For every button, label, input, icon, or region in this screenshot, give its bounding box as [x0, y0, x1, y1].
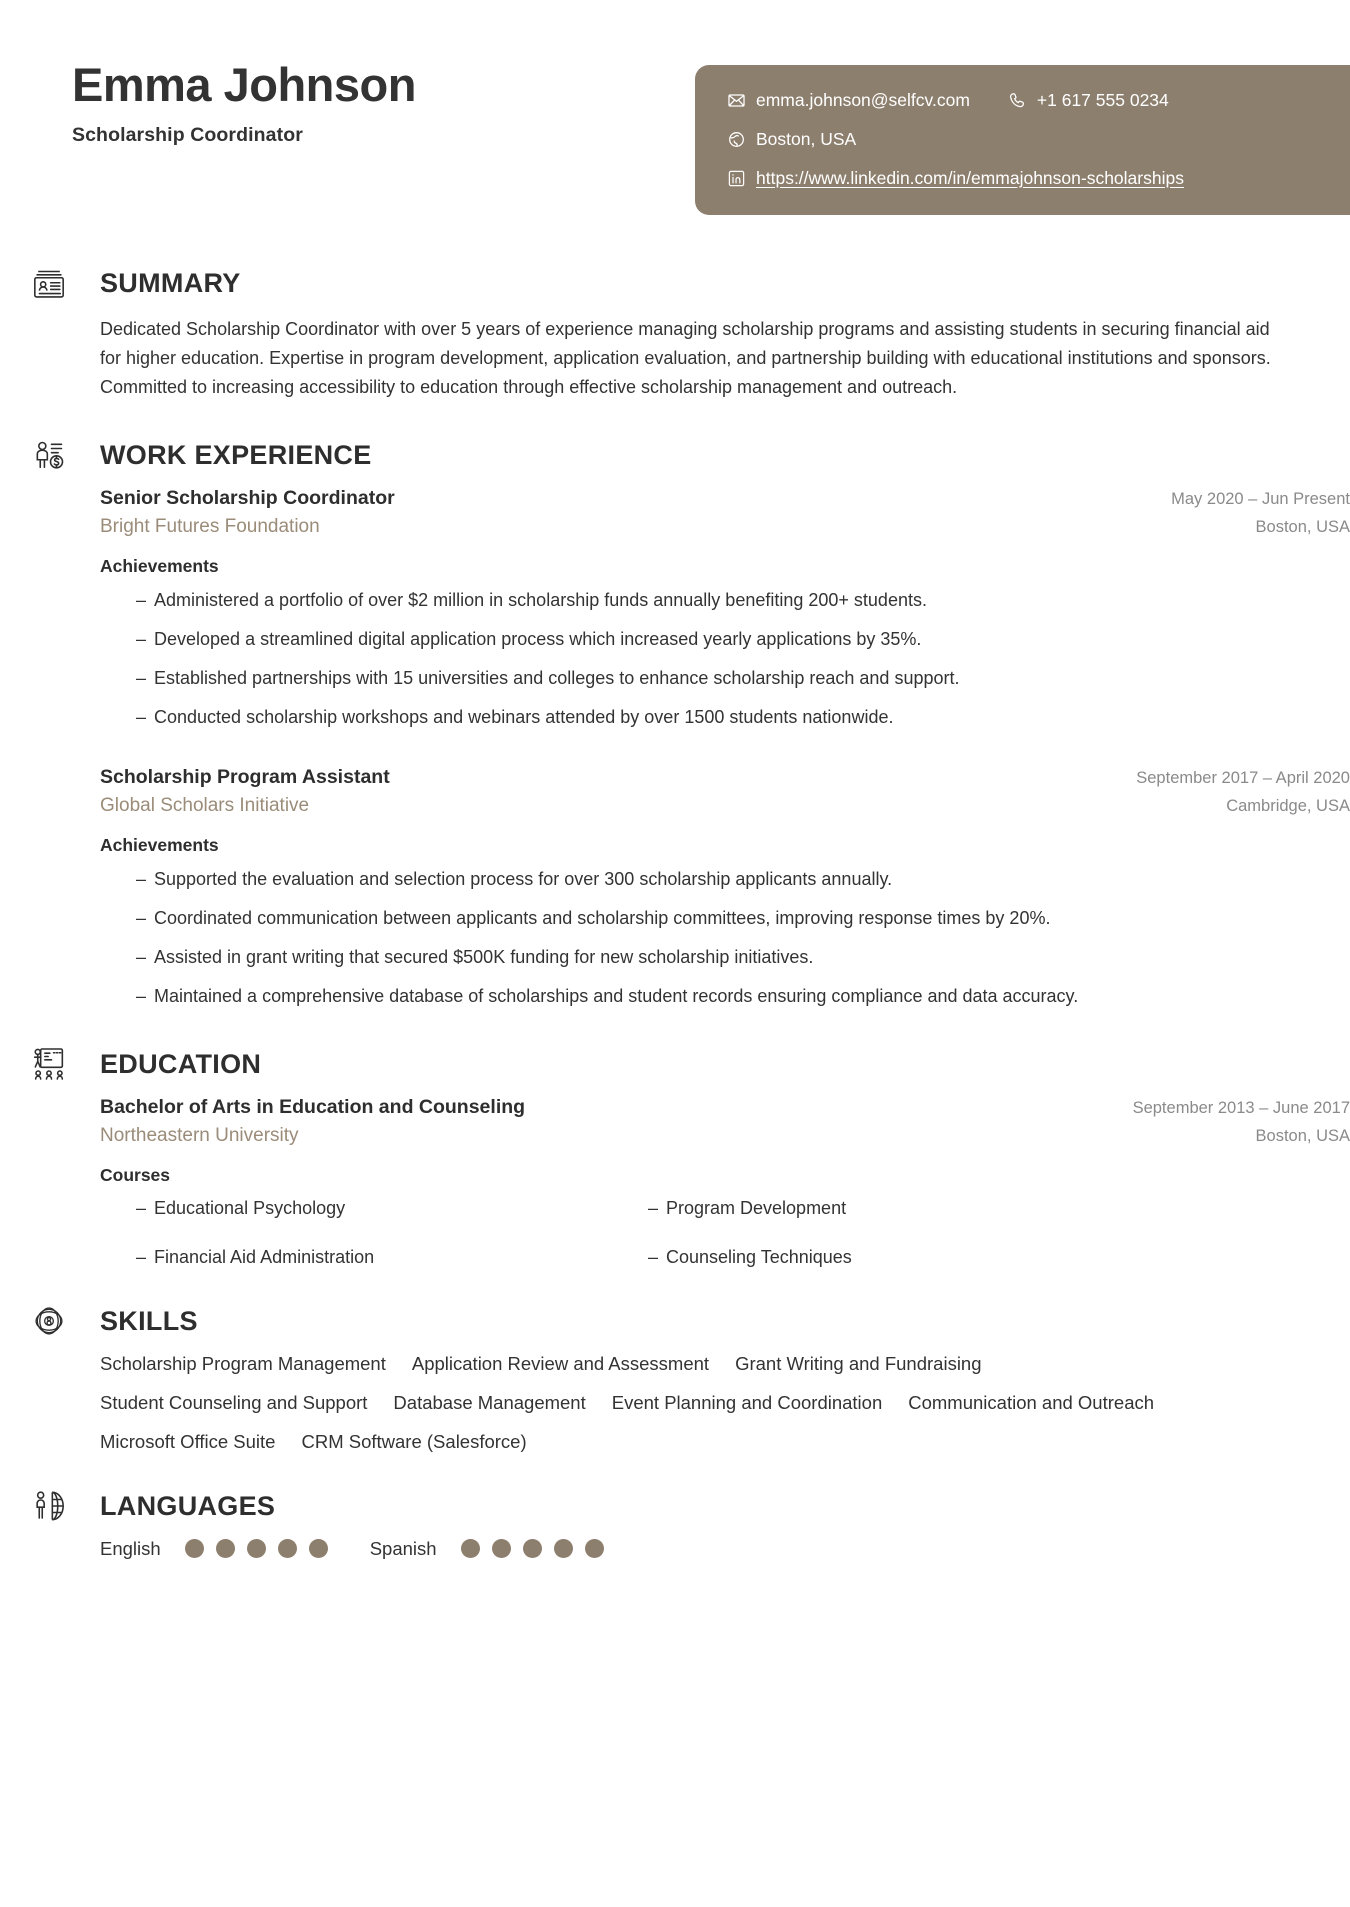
work-entry-title: Senior Scholarship Coordinator	[100, 487, 395, 510]
skill-item: Communication and Outreach	[908, 1391, 1155, 1413]
level-dot	[278, 1539, 297, 1558]
skills-list	[100, 1353, 1230, 1453]
contact-card	[695, 65, 1350, 215]
achievement-item: – Coordinated communication between applicants and scholarship committees, improving response times by 20%.	[136, 905, 1271, 933]
skill-item: Scholarship Program Management	[100, 1352, 386, 1374]
identity-block	[72, 58, 416, 147]
level-dot	[216, 1539, 235, 1558]
person-globe-icon	[28, 1485, 70, 1527]
summary-text: Dedicated Scholarship Coordinator with over 5 years of experience managing scholarship programs and assisting students in securing financial aid for higher education. Expertise in program development, application evaluation, and partnership building with educational institutions and sponsors. Committed to increasing accessibility to education through effective scholarship management and outreach.	[100, 319, 1271, 398]
section-languages-header	[100, 1491, 1350, 1522]
work-entry-top-row	[100, 766, 1350, 789]
work-entry-achievements	[100, 587, 1350, 732]
achievement-item: – Established partnerships with 15 universities and colleges to enhance scholarship reach and support.	[136, 665, 1271, 693]
course-item: – Educational Psychology	[136, 1198, 618, 1219]
skill-item: Grant Writing and Fundraising	[735, 1352, 982, 1374]
work-entry-top-row	[100, 487, 1350, 510]
section-education	[0, 1049, 1350, 1268]
achievement-item: – Administered a portfolio of over $2 million in scholarship funds annually benefiting 200+ students.	[136, 587, 1271, 615]
contact-location	[727, 129, 856, 150]
work-entry	[100, 766, 1350, 1011]
contact-row-location	[727, 129, 1320, 150]
work-entry	[100, 487, 1350, 732]
work-entry-organization: Bright Futures Foundation	[100, 516, 320, 538]
person-salary-icon	[28, 435, 70, 477]
education-entry	[100, 1096, 1350, 1268]
skill-item: CRM Software (Salesforce)	[301, 1430, 527, 1452]
contact-linkedin-text[interactable]: https://www.linkedin.com/in/emmajohnson-scholarships	[756, 168, 1184, 188]
work-entry-dates: September 2017 – April 2020	[1136, 769, 1350, 788]
section-education-title: EDUCATION	[100, 1048, 262, 1079]
work-entry-organization: Global Scholars Initiative	[100, 795, 310, 817]
education-courses-label: Courses	[100, 1164, 171, 1185]
section-work-header	[100, 440, 1350, 471]
section-work-experience	[0, 440, 1350, 1010]
language-name: English	[100, 1537, 161, 1559]
skill-item: Student Counseling and Support	[100, 1391, 368, 1413]
level-dot	[554, 1539, 573, 1558]
skill-item: Event Planning and Coordination	[611, 1391, 883, 1413]
mail-icon	[727, 91, 746, 110]
language-item	[100, 1538, 328, 1560]
classroom-icon	[28, 1043, 70, 1085]
language-name: Spanish	[369, 1537, 437, 1559]
achievement-item: – Assisted in grant writing that secured $500K funding for new scholarship initiatives.	[136, 944, 1271, 972]
level-dot	[185, 1539, 204, 1558]
achievement-item: – Developed a streamlined digital application process which increased yearly applications by 35%.	[136, 626, 1271, 654]
work-entry-title: Scholarship Program Assistant	[100, 766, 390, 789]
education-entry-top-row	[100, 1096, 1350, 1119]
section-skills-title: SKILLS	[100, 1305, 198, 1336]
brain-network-icon	[28, 1300, 70, 1342]
education-entry-location: Boston, USA	[1255, 1126, 1350, 1145]
work-entry-location: Boston, USA	[1255, 518, 1350, 537]
course-item: – Counseling Techniques	[648, 1247, 1130, 1268]
work-entry-achievements	[100, 866, 1350, 1011]
work-entry-dates: May 2020 – Jun Present	[1171, 490, 1350, 509]
languages-list	[100, 1538, 1350, 1560]
section-summary-title: SUMMARY	[100, 268, 241, 298]
section-summary-header	[100, 268, 1350, 299]
contact-location-text: Boston, USA	[756, 129, 857, 149]
level-dot	[523, 1539, 542, 1558]
language-level-dots	[185, 1539, 328, 1558]
section-skills	[0, 1306, 1350, 1453]
globe-icon	[727, 130, 746, 149]
section-languages	[0, 1491, 1350, 1560]
work-entry-achievements-label: Achievements	[100, 556, 219, 577]
section-education-header	[100, 1049, 1350, 1080]
contact-email-text: emma.johnson@selfcv.com	[756, 90, 970, 110]
job-title: Scholarship Coordinator	[72, 124, 303, 147]
work-entry-achievements-label: Achievements	[100, 835, 219, 856]
education-entry-dates: September 2013 – June 2017	[1132, 1098, 1350, 1117]
skill-item: Application Review and Assessment	[411, 1352, 710, 1374]
work-entry-sub-row	[100, 789, 1350, 817]
linkedin-icon	[727, 169, 746, 188]
education-courses-list	[100, 1198, 1130, 1268]
contact-phone[interactable]	[1008, 90, 1169, 111]
contact-row-linkedin	[727, 168, 1320, 189]
skill-item: Database Management	[393, 1391, 586, 1413]
section-skills-header	[100, 1306, 1350, 1337]
skill-item: Microsoft Office Suite	[100, 1430, 276, 1452]
achievement-item: – Maintained a comprehensive database of scholarships and student records ensuring compliance and data accuracy.	[136, 983, 1271, 1011]
course-item: – Financial Aid Administration	[136, 1247, 618, 1268]
language-level-dots	[461, 1539, 604, 1558]
achievement-item: – Supported the evaluation and selection process for over 300 scholarship applicants annually.	[136, 866, 1271, 894]
resume-header	[0, 0, 1350, 230]
contact-row-primary	[727, 90, 1320, 111]
achievement-item: – Conducted scholarship workshops and webinars attended by over 1500 students nationwide.	[136, 704, 1271, 732]
page-title: Emma Johnson	[72, 58, 416, 111]
level-dot	[309, 1539, 328, 1558]
level-dot	[585, 1539, 604, 1558]
level-dot	[461, 1539, 480, 1558]
education-entry-school: Northeastern University	[100, 1124, 299, 1146]
contact-linkedin[interactable]	[727, 168, 1184, 189]
education-entry-degree: Bachelor of Arts in Education and Counseling	[100, 1095, 526, 1118]
work-entry-location: Cambridge, USA	[1226, 797, 1350, 816]
id-card-icon	[28, 263, 70, 305]
level-dot	[247, 1539, 266, 1558]
section-work-title: WORK EXPERIENCE	[100, 440, 372, 471]
language-item	[370, 1538, 604, 1560]
contact-email[interactable]	[727, 90, 970, 111]
level-dot	[492, 1539, 511, 1558]
work-entry-sub-row	[100, 510, 1350, 538]
course-item: – Program Development	[648, 1198, 1130, 1219]
phone-icon	[1008, 91, 1027, 110]
education-entry-sub-row	[100, 1119, 1350, 1147]
section-languages-title: LANGUAGES	[100, 1490, 276, 1521]
contact-phone-text: +1 617 555 0234	[1036, 90, 1169, 110]
section-summary	[0, 268, 1350, 402]
